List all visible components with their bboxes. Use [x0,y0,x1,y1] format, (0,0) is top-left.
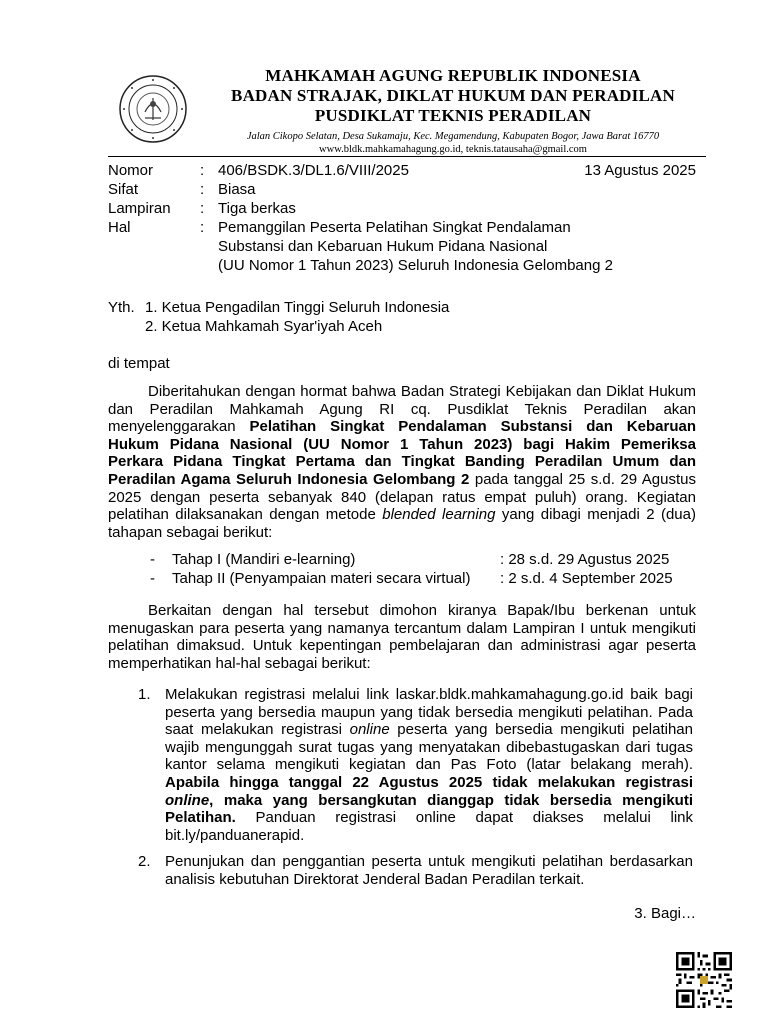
di-tempat: di tempat [108,355,170,372]
para-line [108,471,696,489]
list-line: analisis kebutuhan Direktorat Jenderal Badan Peradilan terkait. [165,870,585,888]
list-text [165,686,693,844]
nomor-row [108,161,696,180]
unit-name: PUSDIKLAT TEKNIS PERADILAN [314,106,592,125]
letter-date: 13 Agustus 2025 [584,162,696,179]
list-line: wajib mengunggah surat tugas yang menyatakan dibebastugaskan dari tugas [165,738,693,756]
list-line: Melakukan registrasi melalui link laskar.bldk.mahkamahagung.go.id baik bagi [165,686,693,703]
hal-subject [218,218,613,275]
deadline-notice: Apabila hingga tanggal 22 Agustus 2025 tidak melakukan registrasi [165,773,693,791]
para-line: pelatihan dimaksud. Untuk kepentingan pembelajaran dan administrasi agar peserta [108,637,696,655]
nomor-label: Nomor [108,162,154,179]
colon: : [200,219,205,236]
nomor-value: 406/BSDK.3/DL1.6/VIII/2025 [218,162,409,179]
hal-line: Substansi dan Kebaruan Hukum Pidana Nasional [218,238,548,255]
colon: : [200,200,205,217]
online-term: online [349,721,390,739]
stage-date: : 2 s.d. 4 September 2025 [500,570,673,587]
letterhead-text [200,66,706,156]
stage-row [150,550,690,569]
para-line: menugaskan para peserta yang namanya tercantum dalam Lampiran I untuk mengikuti [108,619,696,637]
qr-code-icon [676,952,732,1008]
list-line: bit.ly/panduanerapid. [165,826,305,844]
list-number: 1. [138,686,151,703]
address: Jalan Cikopo Selatan, Desa Sukamaju, Kec. Megamendung, Kabupaten Bogor, Jawa Barat 16770 [246,131,660,142]
recipient-item: 2. Ketua Mahkamah Syar'iyah Aceh [145,318,383,335]
list-text-part: peserta yang bersedia mengikuti pelatihan [389,721,693,739]
list-line [165,809,693,827]
stages-list [150,550,690,588]
deadline-notice: Pelatihan. [165,809,236,827]
hal-line: Pemanggilan Peserta Pelatihan Singkat Pendalaman [218,219,571,236]
list-line: kantor selama mengikuti kegiatan dan Pas Foto (latar belakang merah). [165,756,693,774]
para-line [108,506,696,524]
para-line [108,453,696,471]
para-text: menyelenggarakan [108,418,250,436]
colon: : [200,181,205,198]
institution-name: MAHKAMAH AGUNG REPUBLIK INDONESIA [265,66,641,85]
stage-dash: - [150,570,155,587]
list-line [165,774,693,792]
list-text-part: saat melakukan registrasi [165,721,350,739]
paragraph-intro [108,383,696,541]
para-line: Diberitahukan dengan hormat bahwa Badan Strategi Kebijakan dan Diklat Hukum [148,383,696,400]
stage-label: Tahap II (Penyampaian materi secara virtual) [172,570,471,587]
letter-meta [108,161,696,275]
deadline-text: , maka yang bersangkutan dianggap tidak bersedia mengikuti [209,791,693,809]
agency-name: BADAN STRAJAK, DIKLAT HUKUM DAN PERADILAN [231,86,675,105]
stage-dash: - [150,551,155,568]
training-title: Hukum Pidana Nasional (UU Nomor 1 Tahun 2023) bagi Hakim Pemeriksa [108,435,696,453]
para-text: pelatihan dilaksanakan dengan metode [108,506,383,524]
lampiran-label: Lampiran [108,200,171,217]
online-term: online [165,791,210,809]
stage-label: Tahap I (Mandiri e-learning) [172,551,356,568]
sifat-value: Biasa [218,181,256,198]
training-title: Perkara Pidana Tingkat Pertama dan Tingkat Banding Peradilan Umum dan [108,453,696,471]
letterhead-divider [108,156,706,157]
continuation-marker: 3. Bagi… [634,905,696,922]
list-text [165,853,693,888]
para-line: 2025 dengan peserta sebanyak 840 (delapan ratus empat puluh) orang. Kegiatan [108,488,696,506]
seal-logo-icon [118,74,188,144]
para-line [108,436,696,454]
list-line: Penunjukan dan penggantian peserta untuk mengikuti pelatihan berdasarkan [165,853,693,870]
training-title: Peradilan Agama Seluruh Indonesia Gelombang 2 [108,470,470,488]
sifat-label: Sifat [108,181,139,198]
para-line [108,418,696,436]
hal-line: (UU Nomor 1 Tahun 2023) Seluruh Indonesia Gelombang 2 [218,257,613,274]
hal-row [108,218,696,275]
para-text: yang dibagi menjadi 2 (dua) [495,506,696,524]
stage-date: : 28 s.d. 29 Agustus 2025 [500,551,670,568]
recipient-item: 1. Ketua Pengadilan Tinggi Seluruh Indonesia [145,299,450,316]
para-line: Berkaitan dengan hal tersebut dimohon kiranya Bapak/Ibu berkenan untuk [148,602,696,619]
lampiran-row [108,199,696,218]
list-line [165,792,693,810]
list-number: 2. [138,853,151,870]
para-line: memperhatikan hal-hal sebagai berikut: [108,654,371,672]
sifat-row [108,180,696,199]
website-email: www.bldk.mahkamahagung.go.id, teknis.tatausaha@gmail.com [319,144,587,155]
yth-label: Yth. [108,299,135,316]
para-line: dan Peradilan Mahkamah Agung RI cq. Pusdiklat Teknis Peradilan akan [108,400,696,418]
para-line: tahapan sebagai berikut: [108,523,273,541]
colon: : [200,162,205,179]
paragraph-request [108,602,696,672]
para-text: pada tanggal 25 s.d. 29 Agustus [469,470,696,488]
lampiran-value: Tiga berkas [218,200,296,217]
method-term: blended learning [382,506,496,524]
hal-label: Hal [108,219,131,236]
letterhead [108,62,706,158]
list-line [165,721,693,739]
stage-row [150,569,690,588]
list-text-part: Panduan registrasi online dapat diakses melalui link [235,809,693,827]
deadline-notice [165,792,693,809]
training-title: Pelatihan Singkat Pendalaman Substansi dan Kebaruan [249,418,696,436]
list-line: peserta yang bersedia maupun yang tidak bersedia mengikuti pelatihan. Pada [165,703,693,721]
